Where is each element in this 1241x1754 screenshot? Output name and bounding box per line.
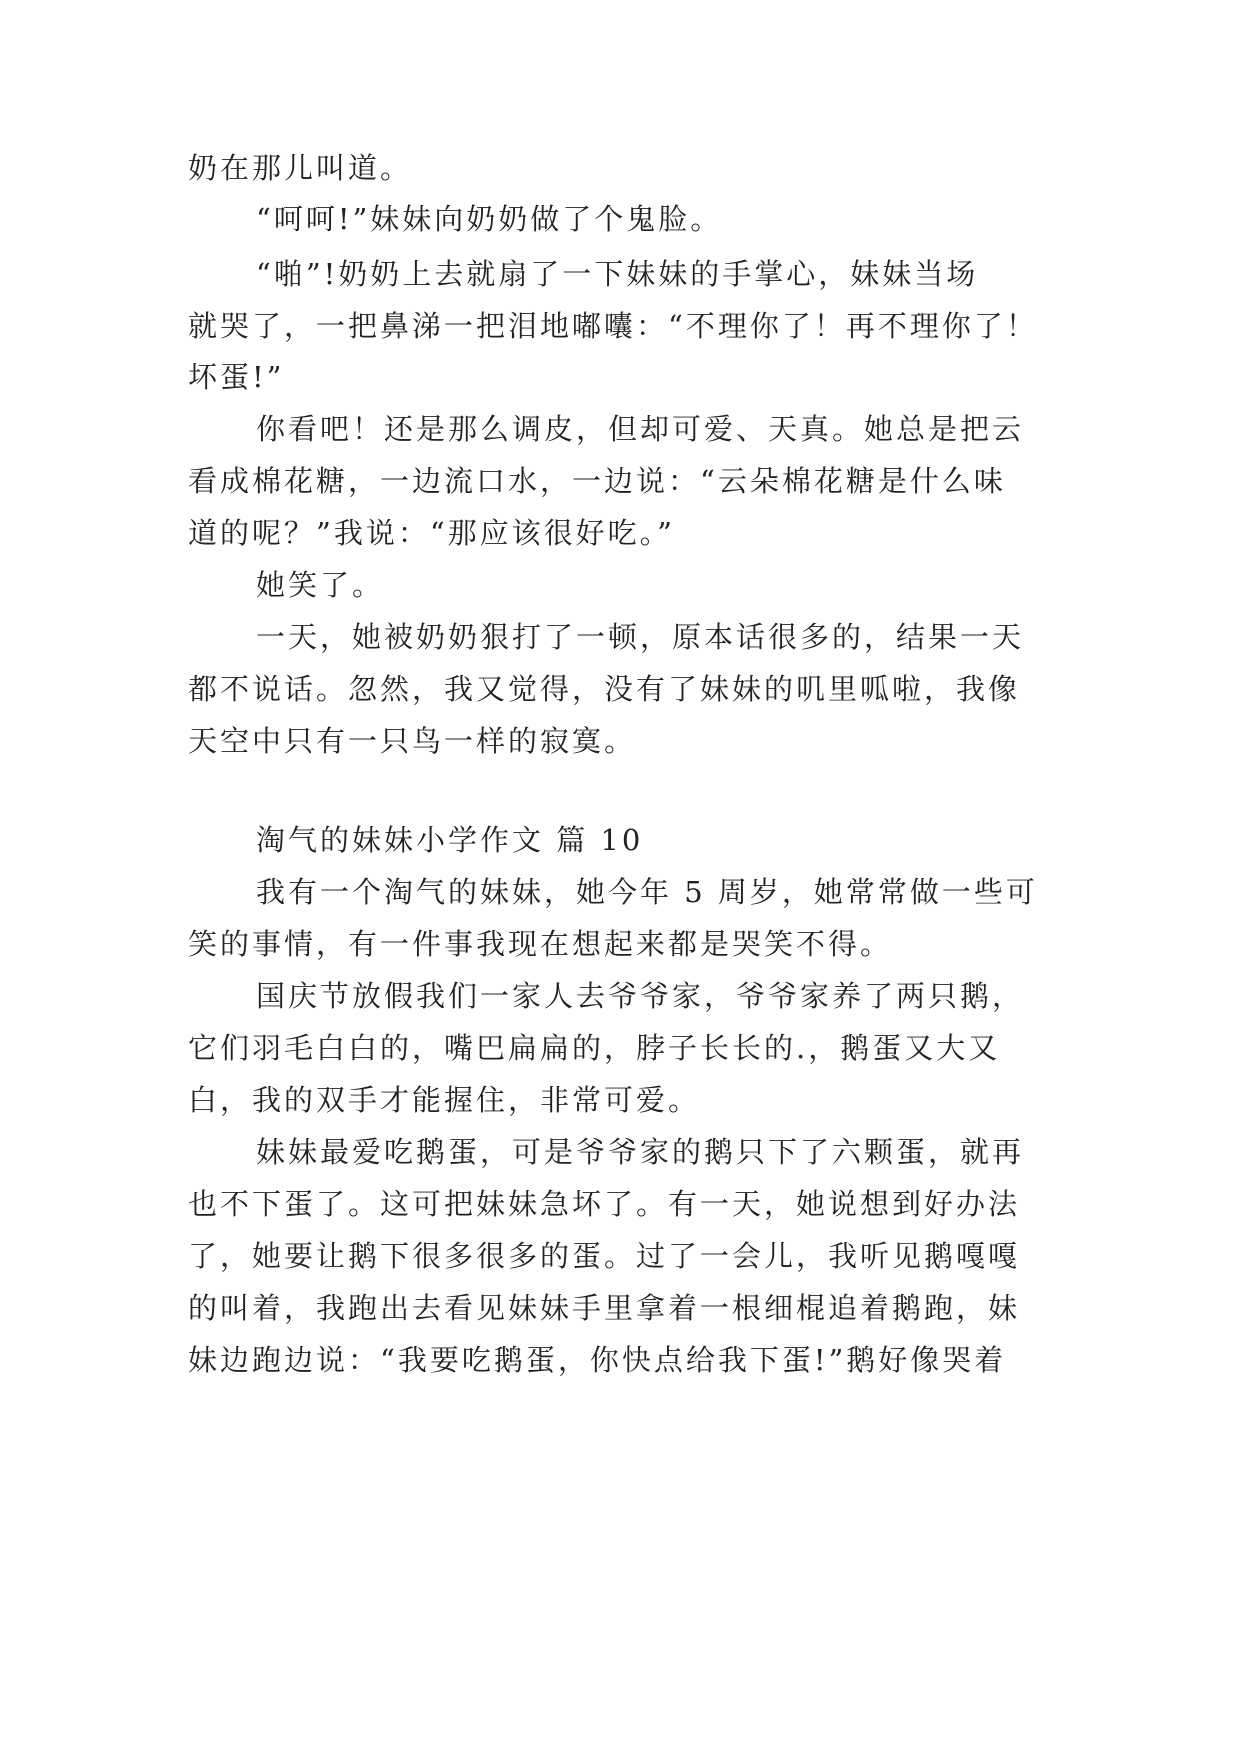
text-line: 我有一个淘气的妹妹，她今年 5 周岁，她常常做一些可 [256, 875, 1038, 909]
text-line: 她笑了。 [256, 568, 385, 602]
text-line: 它们羽毛白白的，嘴巴扁扁的，脖子长长的.，鹅蛋又大又 [188, 1031, 1001, 1065]
text-line: 就哭了，一把鼻涕一把泪地嘟囔：“不理你了！再不理你了！ [188, 309, 1038, 343]
text-line: 也不下蛋了。这可把妹妹急坏了。有一天，她说想到好办法 [188, 1187, 1021, 1221]
text-line: 看成棉花糖，一边流口水，一边说：“云朵棉花糖是什么味 [188, 464, 1006, 498]
text-line: 妹边跑边说：“我要吃鹅蛋，你快点给我下蛋!”鹅好像哭着 [188, 1343, 1007, 1377]
text-line: 坏蛋!” [188, 360, 285, 394]
text-line: “呵呵!”妹妹向奶奶做了个鬼脸。 [256, 202, 723, 236]
text-line: 国庆节放假我们一家人去爷爷家，爷爷家养了两只鹅， [256, 979, 1025, 1013]
text-line: 笑的事情，有一件事我现在想起来都是哭笑不得。 [188, 927, 893, 961]
text-line: 你看吧！还是那么调皮，但却可爱、天真。她总是把云 [256, 412, 1025, 446]
text-line: 道的呢？”我说：“那应该很好吃。” [188, 516, 675, 550]
text-line: 白，我的双手才能握住，非常可爱。 [188, 1083, 701, 1117]
text-line: 天空中只有一只鸟一样的寂寞。 [188, 724, 637, 758]
text-line: 一天，她被奶奶狠打了一顿，原本话很多的，结果一天 [256, 620, 1025, 654]
text-line: 奶在那儿叫道。 [188, 151, 413, 185]
text-line: 了，她要让鹅下很多很多的蛋。过了一会儿，我听见鹅嘎嘎 [188, 1239, 1021, 1273]
text-line: 的叫着，我跑出去看见妹妹手里拿着一根细棍追着鹅跑，妹 [188, 1291, 1021, 1325]
text-line: “啪”!奶奶上去就扇了一下妹妹的手掌心，妹妹当场 [256, 257, 979, 291]
text-line: 都不说话。忽然，我又觉得，没有了妹妹的叽里呱啦，我像 [188, 672, 1021, 706]
text-line: 妹妹最爱吃鹅蛋，可是爷爷家的鹅只下了六颗蛋，就再 [256, 1135, 1025, 1169]
section-heading: 淘气的妹妹小学作文 篇 10 [256, 823, 644, 857]
